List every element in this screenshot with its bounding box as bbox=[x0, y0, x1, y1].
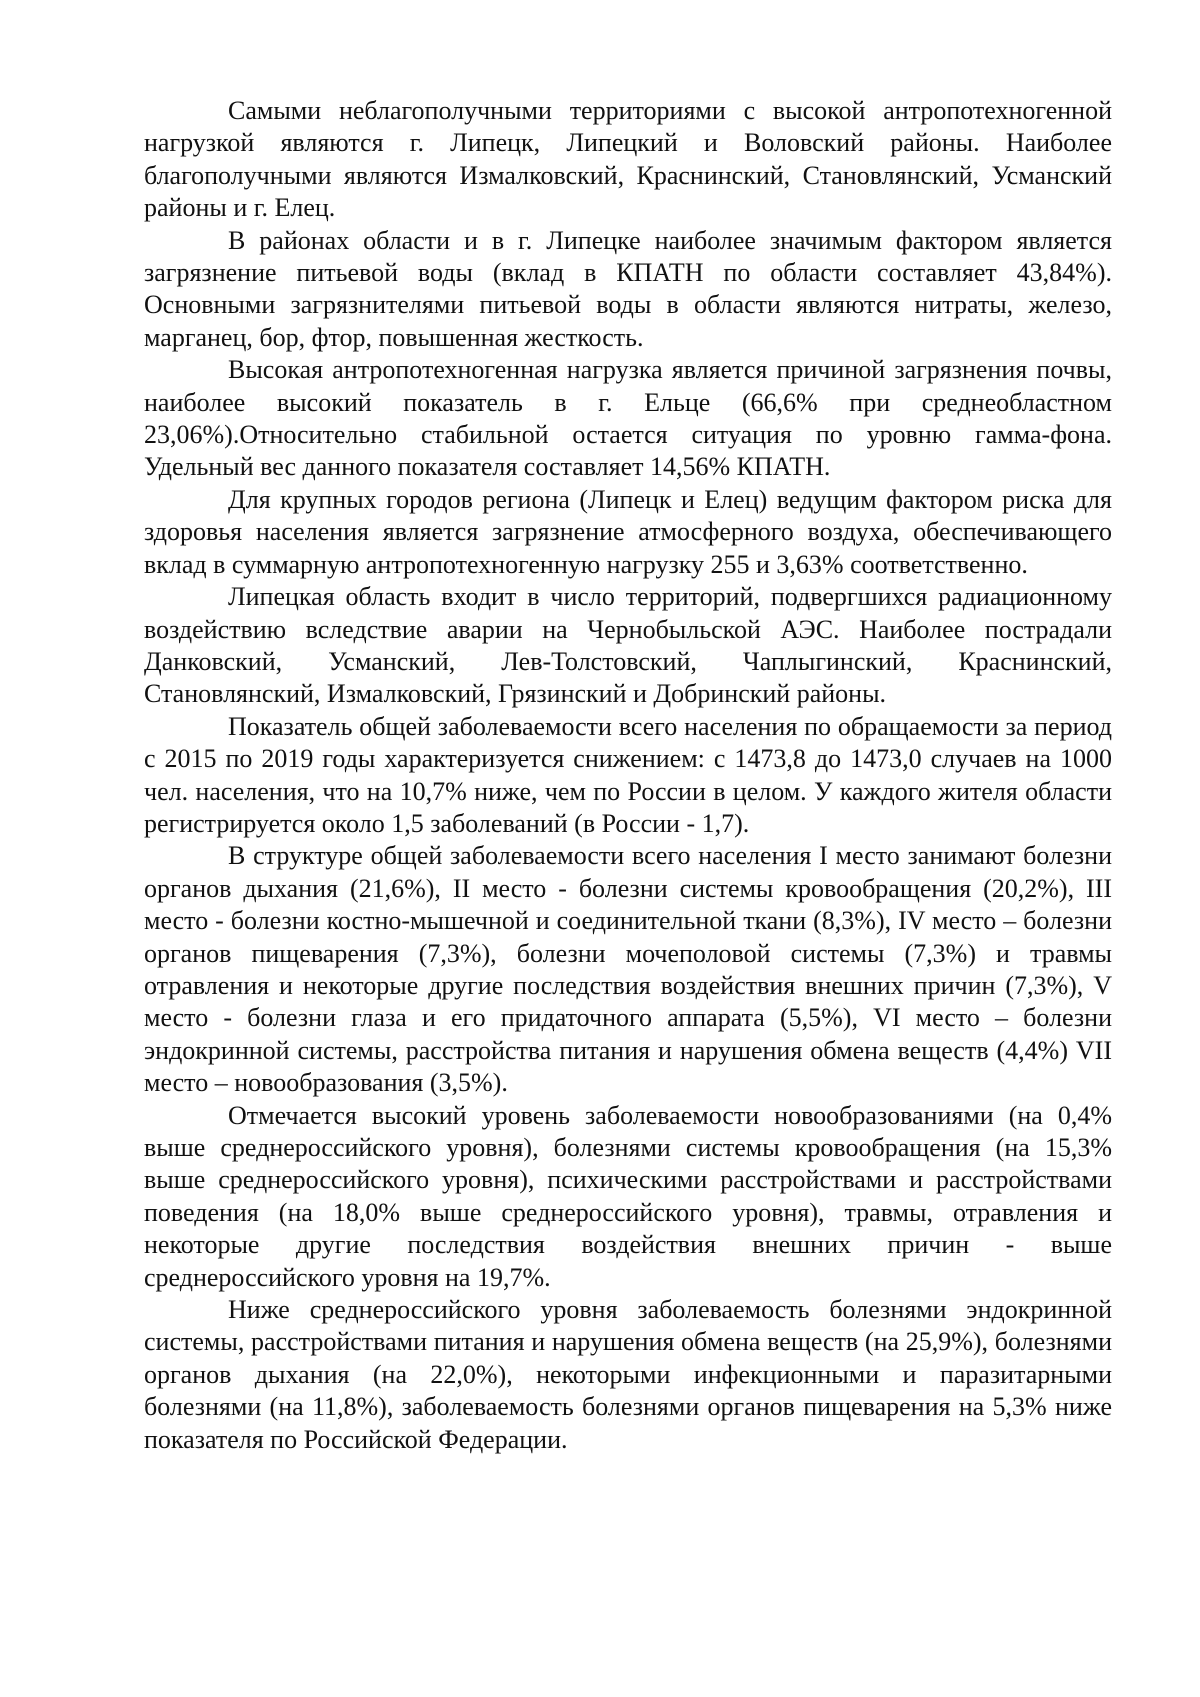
paragraph-chernobyl: Липецкая область входит в число территорий, подвергшихся радиационному воздействию вследствие аварии на Чернобыльской АЭС. Наиболее пострадали Данковский, Усманский, Лев-Толстовский, Чаплыгинский, Краснинский, Становлянский, Измалковский, Грязинский и Добринский районы. bbox=[144, 582, 1112, 709]
paragraph-low-morbidity: Ниже среднероссийского уровня заболеваемость болезнями эндокринной системы, расстройствами питания и нарушения обмена веществ (на 25,9%), болезнями органов дыхания (на 22,0%), некоторыми инфекционными и паразитарными болезнями (на 11,8%), заболеваемость болезнями органов пищеварения на 5,3% ниже показателя по Российской Федерации. bbox=[144, 1295, 1112, 1454]
paragraph-morbidity-structure: В структуре общей заболеваемости всего населения I место занимают болезни органов дыхания (21,6%), II место - болезни системы кровообращения (20,2%), III место - болезни костно-мышечной и соединительной ткани (8,3%), IV место – болезни органов пищеварения (7,3%), болезни мочеполовой системы (7,3%) и травмы отравления и некоторые другие последствия воздействия внешних причин (7,3%), V место - болезни глаза и его придаточного аппарата (5,5%), VI место – болезни эндокринной системы, расстройства питания и нарушения обмена веществ (4,4%) VII место – новообразования (3,5%). bbox=[144, 841, 1112, 1098]
document-body bbox=[144, 95, 1112, 1456]
paragraph-drinking-water: В районах области и в г. Липецке наиболее значимым фактором является загрязнение питьевой воды (вклад в КПАТН по области составляет 43,84%). Основными загрязнителями питьевой воды в области являются нитраты, железо, марганец, бор, фтор, повышенная жесткость. bbox=[144, 225, 1112, 352]
paragraph-general-morbidity: Показатель общей заболеваемости всего населения по обращаемости за период с 2015 по 2019 годы характеризуется снижением: с 1473,8 до 1473,0 случаев на 1000 чел. населения, что на 10,7% ниже, чем по России в целом. У каждого жителя области регистрируется около 1,5 заболеваний (в России - 1,7). bbox=[144, 711, 1112, 838]
paragraph-air-pollution: Для крупных городов региона (Липецк и Елец) ведущим фактором риска для здоровья населения является загрязнение атмосферного воздуха, обеспечивающего вклад в суммарную антропотехногенную нагрузку 255 и 3,63% соответственно. bbox=[144, 484, 1112, 579]
paragraph-high-morbidity: Отмечается высокий уровень заболеваемости новообразованиями (на 0,4% выше среднероссийского уровня), болезнями системы кровообращения (на 15,3% выше среднероссийского уровня), психическими расстройствами и расстройствами поведения (на 18,0% выше среднероссийского уровня), травмы, отравления и некоторые другие последствия воздействия внешних причин - выше среднероссийского уровня на 19,7%. bbox=[144, 1100, 1112, 1292]
paragraph-soil-pollution: Высокая антропотехногенная нагрузка является причиной загрязнения почвы, наиболее высокий показатель в г. Ельце (66,6% при среднеобластном 23,06%).Относительно стабильной остается ситуация по уровню гамма-фона. Удельный вес данного показателя составляет 14,56% КПАТН. bbox=[144, 355, 1112, 482]
paragraph-high-load-territories: Самыми неблагополучными территориями с высокой антропотехногенной нагрузкой являются г. Липецк, Липецкий и Воловский районы. Наиболее благополучными являются Измалковский, Краснинский, Становлянский, Усманский районы и г. Елец. bbox=[144, 96, 1112, 223]
